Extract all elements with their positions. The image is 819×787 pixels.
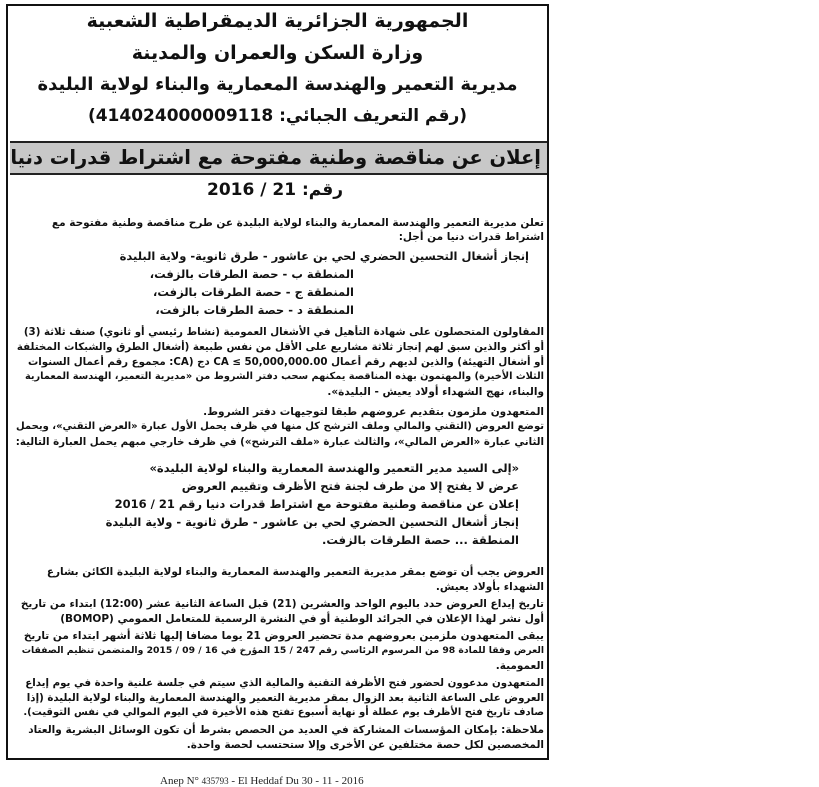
body-line: الثاني عبارة «العرض المالي»، والثالث عبارة «ملف الترشح») في ظرف خارجي مبهم يحمل العبارة التالية:: [15, 436, 544, 448]
publication-info: - El Heddaf Du 30 - 11 - 2016: [231, 775, 364, 787]
body-line: أو أكثر والذين سبق لهم إنجاز ثلاثة مشاريع على الأقل من نفس طبيعة (أشغال الطرق والشبكات المختلفة: [16, 341, 544, 353]
body-line: والبناء، نهج الشهداء أولاد يعيش - البليدة».: [327, 386, 544, 398]
body-line: العروض على الساعة الثانية بعد الزوال بمقر مديرية التعمير والهندسة المعمارية والبناء لولاية البليدة (إذا: [26, 692, 544, 704]
body-line: تاريخ إيداع العروض حدد باليوم الواحد والعشرين (21) قبل الساعة الثانية عشر (12:00) ابتداء من تاريخ: [20, 598, 544, 610]
body-line: إعلان عن مناقصة وطنية مفتوحة مع اشتراط قدرات دنيا رقم 21 / 2016: [114, 497, 519, 511]
body-line: المتعهدون مدعوون لحضور فتح الأظرفة التقنية والمالية الذي سيتم في جلسة علنية واحدة في يوم إيداع: [25, 677, 544, 689]
header-tax-id: (رقم التعريف الجبائي: 414024000009118): [87, 106, 468, 126]
body-line: أو أشغال التهيئة) والذين لديهم رقم أعمال CA ≤ 50,000,000.00 دج (CA: مجموع رقم أعمال السنوات: [27, 356, 544, 368]
notice-title: إعلان عن مناقصة وطنية مفتوحة مع اشتراط قدرات دنيا: [10, 146, 541, 169]
body-line: عرض لا يفتح إلا من طرف لجنة فتح الأظرف وتقييم العروض: [181, 479, 519, 493]
body-line: المنطقة د - حصة الطرقات بالزفت،: [155, 303, 354, 317]
body-line: أول نشر لهذا الإعلان في الجرائد الوطنية أو في النشرة الرسمية للمتعامل العمومي (BOMOP): [60, 613, 544, 625]
body-line: المنطقة ج - حصة الطرقات بالزفت،: [153, 285, 354, 299]
body-line: اشتراط قدرات دنيا من أجل:: [398, 231, 544, 243]
body-line: العروض يجب أن توضع بمقر مديرية التعمير والهندسة المعمارية والبناء لولاية البليدة الكائن بشارع: [46, 566, 544, 578]
body-line: توضع العروض (التقني والمالي وملف الترشح كل منها في ظرف يحمل الأول عبارة «العرض التقني»، ويحمل: [15, 421, 544, 432]
body-line: الشهداء بأولاد يعيش.: [435, 581, 544, 593]
body-line: تعلن مديرية التعمير والهندسة المعمارية والبناء لولاية البليدة عن طرح مناقصة وطنية مفتوحة مع: [51, 217, 544, 229]
body-line: المخصصين لكل حصة مختلفين عن الأخرى وإلا ستحتسب لحصة واحدة.: [186, 739, 544, 751]
anep-number: 435793: [201, 776, 229, 786]
body-line: المنطقة ... حصة الطرقات بالزفت.: [321, 533, 519, 547]
body-line: يبقى المتعهدون ملزمين بعروضهم مدة تحضير العروض 21 يوما مضافا إليها ثلاثة أشهر ابتداء من تاريخ: [23, 630, 544, 642]
body-line: العرض وفقا للمادة 98 من المرسوم الرئاسي رقم 247 / 15 المؤرخ في 16 / 09 / 2015 والمتضمن تنظيم الصفقات: [21, 645, 544, 656]
body-line: «إلى السيد مدير التعمير والهندسة المعمارية والبناء لولاية البليدة»: [149, 461, 519, 475]
anep-prefix: Anep N°: [160, 775, 199, 787]
header-ministry: وزارة السكن والعمران والمدينة: [131, 42, 424, 64]
body-line: ملاحظة: بإمكان المؤسسات المشاركة في العديد من الحصص بشرط أن تكون الوسائل البشرية والعتاد: [28, 724, 544, 736]
body-line: العمومية.: [495, 660, 544, 672]
body-line: إنجاز أشغال التحسين الحضري لحي بن عاشور - طرق ثانوية- ولاية البليدة: [119, 249, 529, 263]
header-republic: الجمهورية الجزائرية الديمقراطية الشعبية: [86, 10, 469, 32]
body-line: المقاولون المتحصلون على شهادة التأهيل في الأشغال العمومية (نشاط رئيسي أو ثانوي) صنف ثلاثة (3): [23, 326, 544, 338]
notice-reference: رقم: 21 / 2016: [206, 180, 343, 200]
publication-footer: [160, 775, 364, 787]
body-line: صادف تاريخ فتح الأظرف يوم عطلة أو نهاية أسبوع تفتح هذه الأخيرة في اليوم الموالي في نفس التوقيت).: [23, 707, 544, 718]
body-line: المنطقة ب - حصة الطرقات بالزفت،: [149, 267, 354, 281]
body-line: الثلاث الأخيرة) والمهتمون بهذه المناقصة يمكنهم سحب دفتر الشروط من «مديرية التعمير، الهندسة المعمارية: [24, 371, 544, 382]
header-directorate: مديرية التعمير والهندسة المعمارية والبناء لولاية البليدة: [37, 74, 518, 95]
body-line: إنجاز أشغال التحسين الحضري لحي بن عاشور - طرق ثانوية - ولاية البليدة: [105, 515, 519, 529]
body-line: المتعهدون ملزمون بتقديم عروضهم طبقا لتوجيهات دفتر الشروط.: [203, 406, 544, 418]
